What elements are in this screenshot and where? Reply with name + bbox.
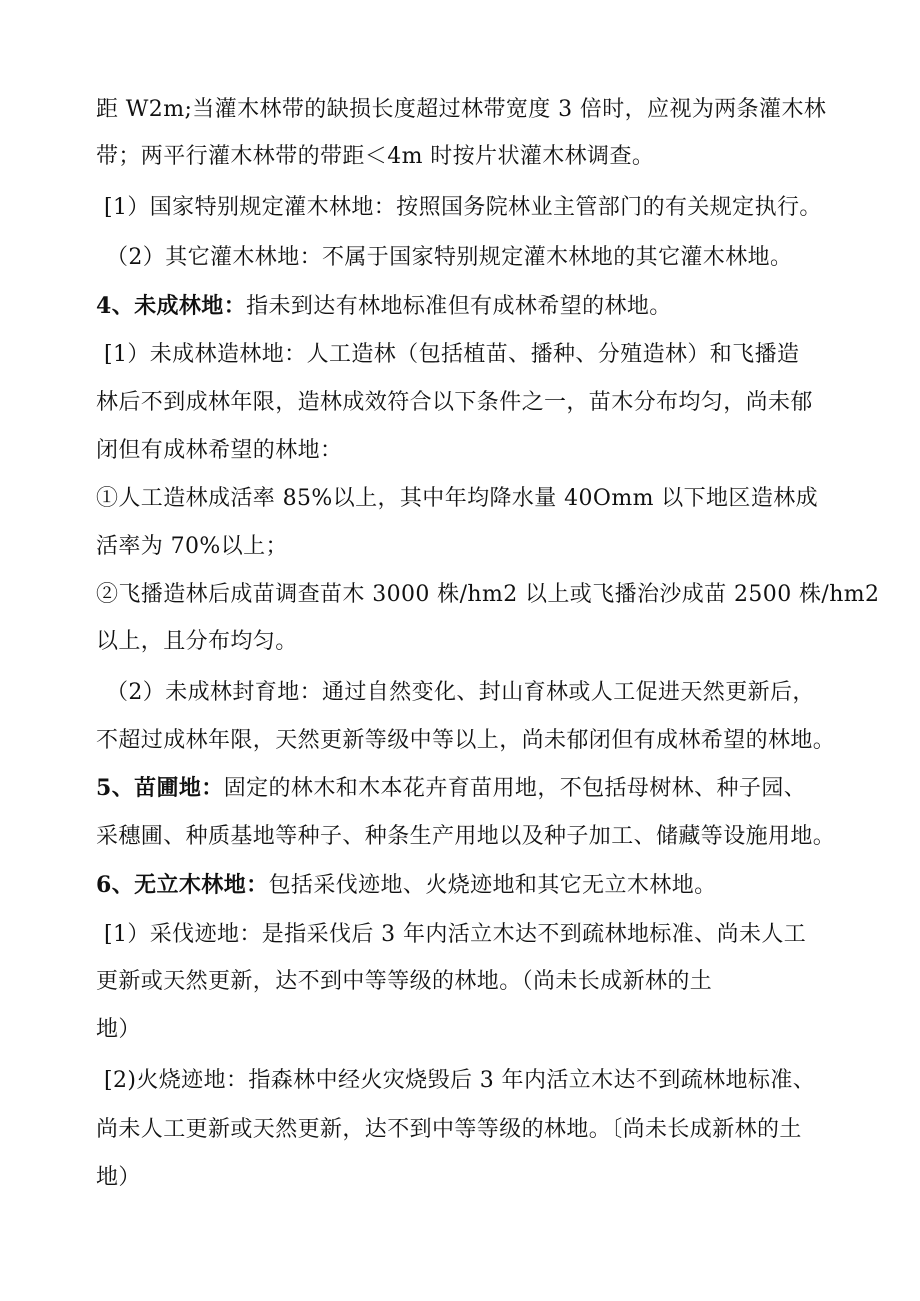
text-line: （2）未成林封育地：通过自然变化、封山育林或人工促进天然更新后， bbox=[106, 680, 815, 705]
section-text: 指未到达有林地标准但有成林希望的林地。 bbox=[246, 294, 672, 319]
text-line: [1）未成林造林地：人工造林（包括植苗、播种、分殖造林）和飞播造 bbox=[104, 342, 800, 367]
text-line: [2)火烧迹地：指森林中经火灾烧毁后 3 年内活立木达不到疏林地标准、 bbox=[104, 1068, 816, 1093]
text-line: 闭但有成林希望的林地： bbox=[96, 438, 343, 463]
section-heading: 5、苗圃地： bbox=[96, 775, 224, 801]
section-5-line bbox=[96, 773, 806, 803]
text-line: 地） bbox=[96, 1017, 141, 1042]
section-heading: 6、无立木林地： bbox=[96, 872, 269, 898]
text-line: 更新或天然更新，达不到中等等级的林地。（尚未长成新林的土 bbox=[96, 969, 713, 994]
text-line: 距 W2m;当灌木林带的缺损长度超过林带宽度 3 倍时，应视为两条灌木林 bbox=[96, 97, 827, 122]
text-line: （2）其它灌木林地：不属于国家特别规定灌木林地的其它灌木林地。 bbox=[106, 245, 793, 270]
section-6-line bbox=[96, 870, 717, 900]
text-line: [1）国家特别规定灌木林地：按照国务院林业主管部门的有关规定执行。 bbox=[104, 195, 822, 220]
text-line: 活率为 70%以上； bbox=[96, 534, 288, 559]
text-line: 尚未人工更新或天然更新，达不到中等等级的林地。〔尚未长成新林的土 bbox=[96, 1117, 802, 1142]
section-text: 包括采伐迹地、火烧迹地和其它无立木林地。 bbox=[268, 873, 717, 898]
text-line: ②飞播造林后成苗调查苗木 3000 株/hm2 以上或飞播治沙成苗 2500 株/hm2 bbox=[96, 582, 880, 607]
text-line: 不超过成林年限，天然更新等级中等以上，尚未郁闭但有成林希望的林地。 bbox=[96, 728, 836, 753]
text-line: 以上，且分布均匀。 bbox=[96, 629, 298, 654]
text-line: 林后不到成林年限，造林成效符合以下条件之一，苗木分布均匀，尚未郁 bbox=[96, 390, 813, 415]
section-text: 固定的林木和木本花卉育苗用地，不包括母树林、种子园、 bbox=[223, 776, 807, 801]
text-line: ①人工造林成活率 85%以上，其中年均降水量 40Omm 以下地区造林成 bbox=[96, 486, 819, 511]
section-4-line bbox=[96, 291, 672, 321]
text-line: 采穗圃、种质基地等种子、种条生产用地以及种子加工、储藏等设施用地。 bbox=[96, 824, 836, 849]
section-heading: 4、未成林地： bbox=[96, 293, 247, 319]
text-line: 地） bbox=[96, 1165, 141, 1190]
text-line: 带；两平行灌木林带的带距＜4m 时按片状灌木林调查。 bbox=[96, 144, 655, 169]
text-line: [1）采伐迹地：是指采伐后 3 年内活立木达不到疏林地标准、尚未人工 bbox=[104, 922, 807, 947]
